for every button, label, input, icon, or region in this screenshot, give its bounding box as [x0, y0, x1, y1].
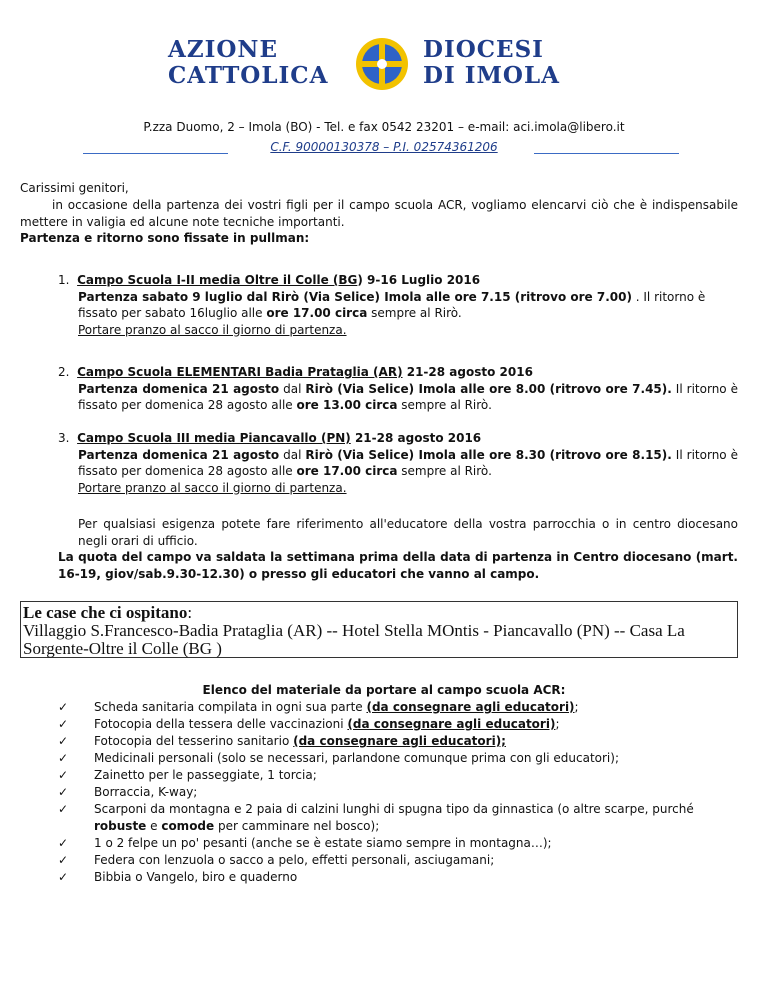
check-icon: ✓	[58, 853, 69, 867]
item-tail: per camminare nel bosco);	[214, 819, 380, 833]
camp-1-departure: Partenza sabato 9 luglio dal Rirò (Via Selice) Imola alle ore 7.15 (ritrovo ore 7.00)	[78, 289, 632, 304]
camp-1-return-time: ore 17.00 circa	[266, 306, 368, 320]
camp-1-return-place: sempre al Rirò.	[367, 306, 462, 320]
materials-title: Elenco del materiale da portare al campo scuola ACR:	[202, 683, 566, 697]
logo-text-diocesi: DIOCESI	[423, 36, 544, 63]
camp-1	[58, 272, 738, 338]
list-item	[58, 733, 738, 750]
camp-2-title: Campo Scuola ELEMENTARI Badia Prataglia (AR)	[77, 365, 403, 379]
intro-text: in occasione della partenza dei vostri figli per il campo scuola ACR, vogliamo elencarvi ciò che è indispensabile mettere in valigia ed alcune note tecniche importanti.	[20, 198, 738, 229]
list-item	[58, 716, 738, 733]
camp-1-dates: ) 9-16 Luglio 2016	[357, 273, 481, 287]
address-line: P.zza Duomo, 2 – Imola (BO) - Tel. e fax 0542 23201 – e-mail: aci.imola@libero.it	[143, 120, 625, 134]
camp-3-return-text: Il ritorno è fissato per domenica 28 agosto alle	[78, 447, 739, 478]
list-item	[58, 784, 738, 801]
camp-3	[58, 430, 738, 496]
item-text: Fotocopia del tesserino sanitario	[94, 734, 294, 748]
logo-text-cattolica: CATTOLICA	[168, 62, 329, 89]
greeting: Carissimi genitori,	[20, 181, 129, 195]
item-text: Scheda sanitaria compilata in ogni sua parte	[94, 700, 367, 714]
list-item	[58, 801, 738, 835]
payment-note: La quota del campo va saldata la settimana prima della data di partenza in Centro diocesano (mart. 16-19, giov/sab.9.30-12.30) o presso gli educatori che vanno al campo.	[58, 550, 738, 581]
list-item	[58, 750, 738, 767]
item-text: 1 o 2 felpe un po' pesanti (anche se è estate siamo sempre in montagna…);	[94, 836, 552, 850]
camp-3-return-place: sempre al Rirò.	[397, 464, 492, 478]
item-text: Bibbia o Vangelo, biro e quaderno	[94, 870, 298, 884]
camp-2-place-time: Rirò (Via Selice) Imola alle ore 8.00 (ritrovo ore 7.45).	[305, 381, 672, 396]
camp-2-return-time: ore 13.00 circa	[296, 398, 398, 412]
list-item	[58, 869, 738, 886]
check-icon: ✓	[58, 717, 69, 731]
list-item	[58, 767, 738, 784]
item-note: (da consegnare agli educatori)	[347, 717, 556, 731]
item-note: (da consegnare agli educatori);	[293, 734, 506, 748]
item-tail: ;	[555, 717, 560, 731]
logo-text-di-imola: DI IMOLA	[423, 62, 560, 89]
item-bold-comode: comode	[161, 819, 215, 833]
list-item	[58, 852, 738, 869]
list-item	[58, 699, 738, 716]
check-icon: ✓	[58, 734, 69, 748]
item-tail: ;	[574, 700, 579, 714]
camp-2-num: 2.	[58, 365, 70, 379]
camp-3-title: Campo Scuola III media Piancavallo (PN)	[77, 431, 351, 445]
logo	[168, 36, 598, 92]
houses-colon: :	[187, 603, 193, 622]
item-text: Medicinali personali (solo se necessari, parlandone comunque prima con gli educatori);	[94, 751, 619, 765]
camp-2-return-text: Il ritorno è fissato per domenica 28 agosto alle	[78, 381, 739, 412]
camp-3-departure: Partenza domenica 21 agosto	[78, 447, 280, 462]
item-note: (da consegnare agli educatori)	[366, 700, 575, 714]
camp-2-dates: 21-28 agosto 2016	[402, 365, 533, 379]
camp-1-lunch: Portare pranzo al sacco il giorno di partenza.	[78, 322, 347, 337]
camp-3-num: 3.	[58, 431, 70, 445]
camp-1-return-text: . Il ritorno è fissato per sabato 16luglio alle	[78, 289, 706, 320]
houses-label: Le case che ci ospitano	[23, 603, 188, 622]
list-item	[58, 835, 738, 852]
camp-3-lunch: Portare pranzo al sacco il giorno di partenza.	[78, 480, 347, 495]
item-text: Zainetto per le passeggiate, 1 torcia;	[94, 768, 317, 782]
contact-note: Per qualsiasi esigenza potete fare riferimento all'educatore della vostra parrocchia o in centro diocesano negli orari di ufficio.	[78, 517, 738, 548]
check-icon: ✓	[58, 751, 69, 765]
camp-3-from: dal	[279, 447, 306, 462]
logo-cross-icon	[352, 36, 412, 92]
divider-right	[534, 153, 679, 154]
item-text: Fotocopia della tessera delle vaccinazioni	[94, 717, 348, 731]
check-icon: ✓	[58, 836, 69, 850]
camp-3-dates: 21-28 agosto 2016	[350, 431, 482, 445]
item-text: Scarponi da montagna e 2 paia di calzini lunghi di spugna tipo da ginnastica (o altre scarpe, purché	[94, 802, 694, 816]
houses-list: Villaggio S.Francesco-Badia Prataglia (AR) -- Hotel Stella MOntis - Piancavallo (PN) -- Casa La Sorgente-Oltre il Colle (BG )	[23, 621, 685, 658]
camp-2-from: dal	[279, 381, 306, 396]
fiscal-code: C.F. 90000130378 – P.I. 02574361206	[270, 140, 498, 154]
camp-3-return-time: ore 17.00 circa	[296, 464, 398, 478]
camp-2-return-place: sempre al Rirò.	[397, 398, 492, 412]
check-icon: ✓	[58, 785, 69, 799]
logo-text-azione: AZIONE	[168, 36, 278, 63]
check-icon: ✓	[58, 768, 69, 782]
check-icon: ✓	[58, 802, 69, 816]
item-text: Federa con lenzuola o sacco a pelo, effetti personali, asciugamani;	[94, 853, 495, 867]
item-text: Borraccia, K-way;	[94, 785, 198, 799]
item-bold-robuste: robuste	[94, 819, 147, 833]
camp-2	[58, 364, 738, 414]
check-icon: ✓	[58, 870, 69, 884]
camp-1-title: Campo Scuola I-II media Oltre il Colle (BG	[77, 273, 358, 287]
camp-2-departure: Partenza domenica 21 agosto	[78, 381, 280, 396]
houses-box	[20, 601, 738, 658]
camp-3-place-time: Rirò (Via Selice) Imola alle ore 8.30 (ritrovo ore 8.15).	[305, 447, 672, 462]
intro-bold: Partenza e ritorno sono fissate in pullman:	[20, 231, 310, 245]
materials-list	[58, 699, 738, 886]
item-and: e	[146, 819, 162, 833]
camp-1-num: 1.	[58, 273, 70, 287]
check-icon: ✓	[58, 700, 69, 714]
